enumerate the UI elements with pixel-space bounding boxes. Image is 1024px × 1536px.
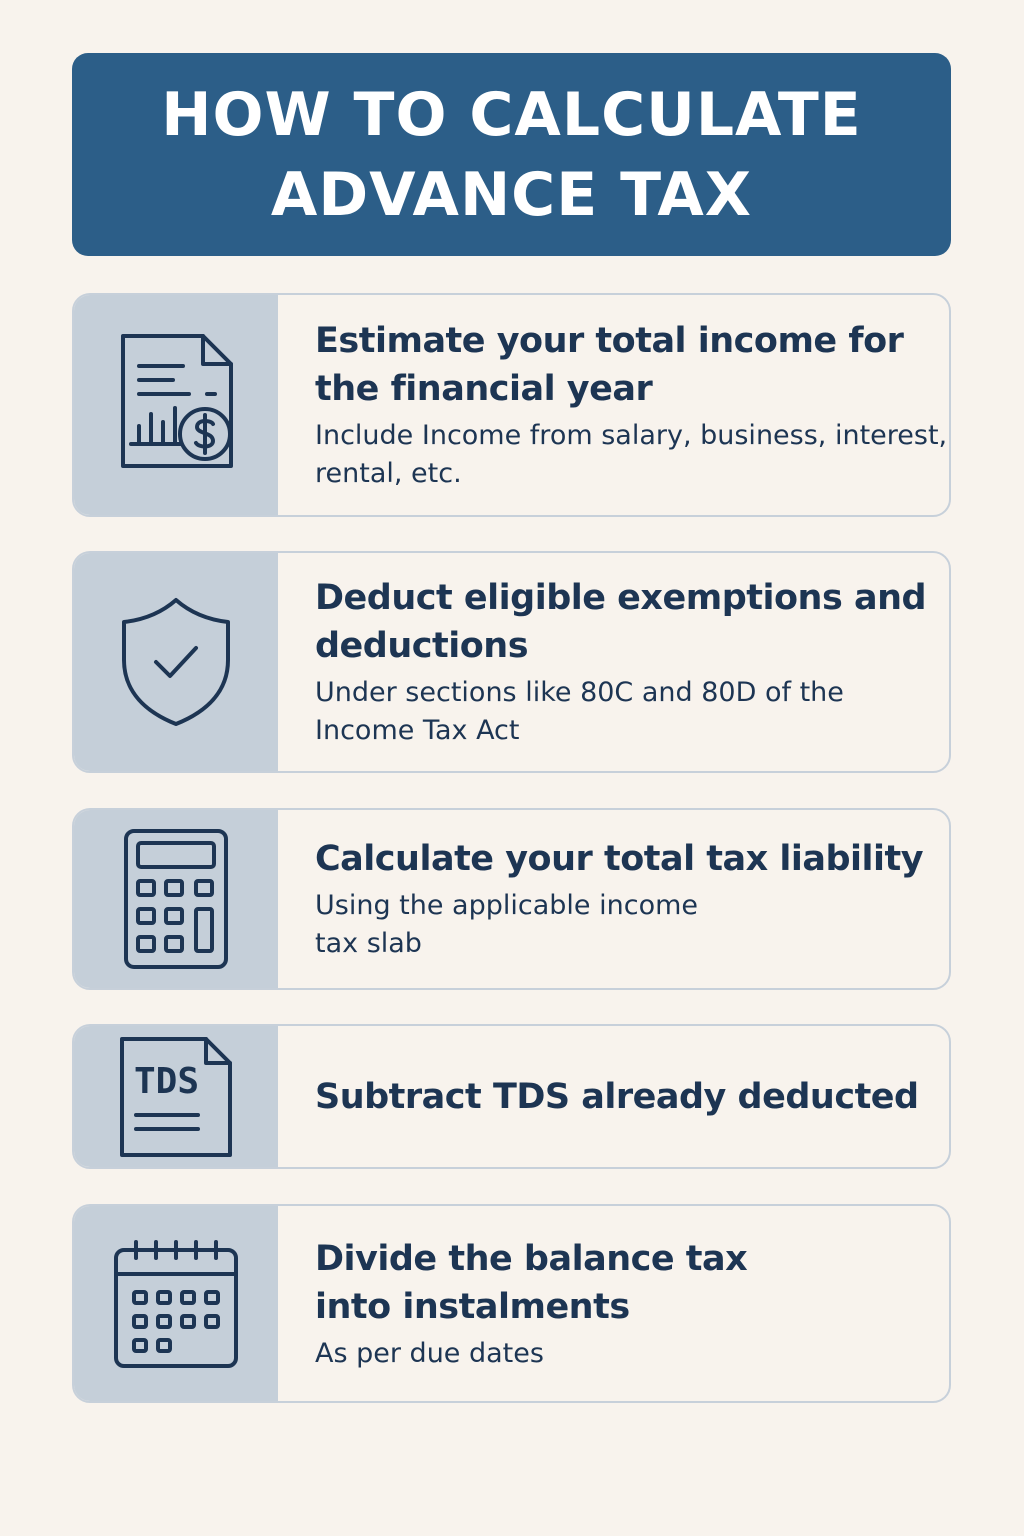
step-title: Calculate your total tax liability — [315, 839, 924, 879]
icon-panel — [74, 553, 278, 771]
header-banner — [72, 53, 951, 256]
step-title: Estimate your total income for the financial year — [315, 321, 904, 409]
step-card-estimate-income — [72, 293, 951, 517]
shield-check-icon — [116, 594, 236, 730]
icon-panel — [74, 810, 278, 988]
step-text — [278, 295, 949, 515]
step-description: Under sections like 80C and 80D of the Income Tax Act — [315, 677, 844, 746]
page-title: HOW TO CALCULATE ADVANCE TAX — [161, 79, 862, 230]
income-document-icon — [111, 330, 241, 480]
step-title: Deduct eligible exemptions and deductions — [315, 578, 927, 666]
step-card-divide-instalments — [72, 1204, 951, 1403]
step-description: As per due dates — [315, 1337, 544, 1369]
step-text — [278, 1026, 949, 1167]
step-card-deduct-exemptions — [72, 551, 951, 773]
step-text — [278, 553, 949, 771]
step-title: Divide the balance tax into instalments — [315, 1238, 748, 1327]
step-description: Include Income from salary, business, interest, rental, etc. — [315, 420, 948, 489]
step-title: Subtract TDS already deducted — [315, 1076, 919, 1117]
step-text — [278, 1206, 949, 1401]
step-text — [278, 810, 949, 988]
tds-document-icon — [114, 1035, 238, 1159]
icon-panel — [74, 1026, 278, 1167]
icon-panel — [74, 295, 278, 515]
step-card-calculate-liability — [72, 808, 951, 990]
step-card-subtract-tds — [72, 1024, 951, 1169]
step-description: Using the applicable income tax slab — [315, 890, 698, 959]
svg-text:TDS: TDS — [134, 1060, 200, 1102]
calculator-icon — [120, 827, 232, 971]
icon-panel — [74, 1206, 278, 1401]
calendar-icon — [110, 1236, 242, 1372]
